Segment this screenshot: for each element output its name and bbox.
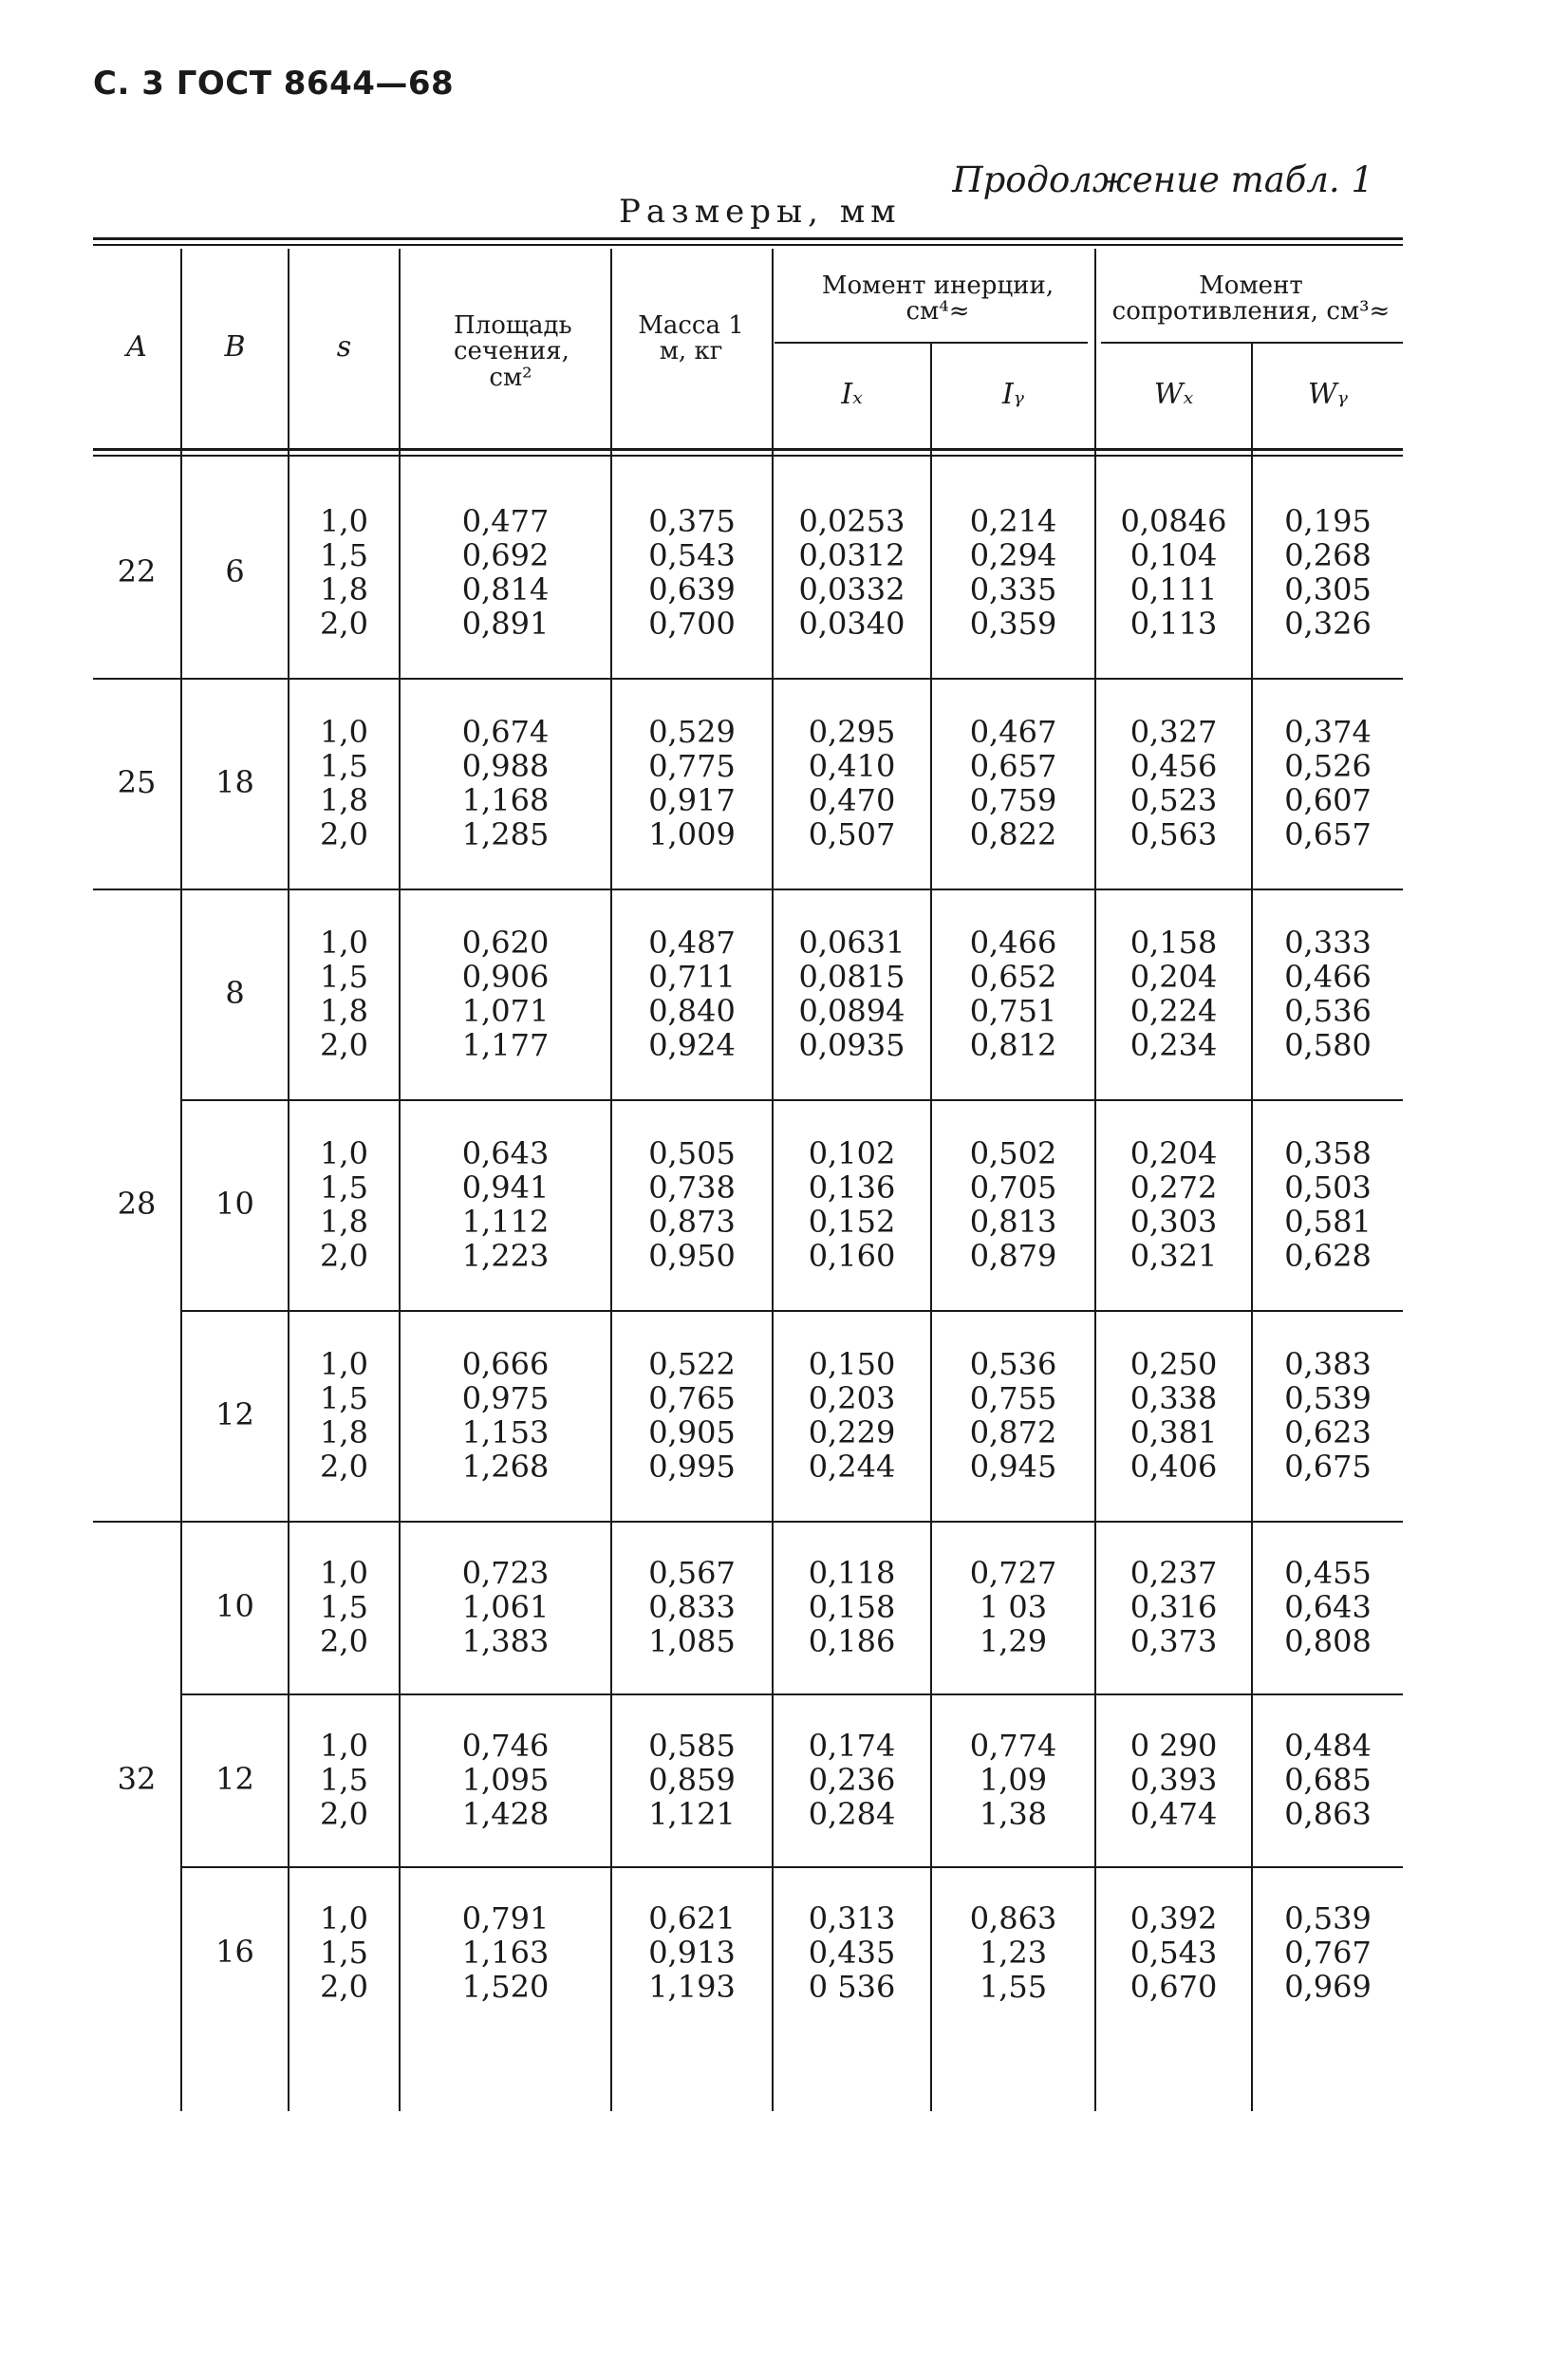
cell-B: 12 <box>215 1761 254 1797</box>
cell-s: 1,0 1,5 1,8 2,0 <box>320 503 368 642</box>
cell-Wy: 0,195 0,268 0,305 0,326 <box>1284 503 1372 642</box>
header-bottom-rule <box>93 448 1403 451</box>
cell-area: 0,643 0,941 1,112 1,223 <box>461 1135 550 1274</box>
cell-B: 10 <box>215 1186 254 1222</box>
header-resistance: Момент сопротивления, см³≈ <box>1111 271 1391 327</box>
cell-B: 8 <box>225 975 245 1011</box>
group-separator <box>182 1693 1403 1695</box>
cell-Wy: 0,358 0,503 0,581 0,628 <box>1284 1135 1372 1274</box>
cell-Wy: 0,383 0,539 0,623 0,675 <box>1284 1346 1372 1485</box>
cell-Wy: 0,484 0,685 0,863 <box>1284 1728 1372 1832</box>
cell-mass: 0,585 0,859 1,121 <box>648 1728 736 1832</box>
table-top-rule-2 <box>93 244 1403 246</box>
vline-1 <box>180 249 182 2111</box>
cell-mass: 0,621 0,913 1,193 <box>648 1900 736 2005</box>
cell-Ix: 0,102 0,136 0,152 0,160 <box>808 1135 896 1274</box>
cell-Ix: 0,150 0,203 0,229 0,244 <box>808 1346 896 1485</box>
cell-mass: 0,375 0,543 0,639 0,700 <box>648 503 736 642</box>
cell-A: 32 <box>117 1761 157 1797</box>
cell-mass: 0,567 0,833 1,085 <box>648 1555 736 1659</box>
header-inertia: Момент инерции, см⁴≈ <box>821 271 1055 327</box>
cell-s: 1,0 1,5 1,8 2,0 <box>320 1135 368 1274</box>
cell-B: 6 <box>225 553 245 589</box>
cell-area: 0,723 1,061 1,383 <box>461 1555 550 1659</box>
cell-Wx: 0,250 0,338 0,381 0,406 <box>1129 1346 1218 1485</box>
cell-area: 0,674 0,988 1,168 1,285 <box>461 714 550 852</box>
cell-s: 1,0 1,5 2,0 <box>320 1728 368 1832</box>
cell-s: 1,0 1,5 1,8 2,0 <box>320 925 368 1063</box>
cell-Iy: 0,727 1 03 1,29 <box>969 1555 1057 1659</box>
cell-mass: 0,522 0,765 0,905 0,995 <box>648 1346 736 1485</box>
cell-Iy: 0,214 0,294 0,335 0,359 <box>969 503 1057 642</box>
cell-Iy: 0,466 0,652 0,751 0,812 <box>969 925 1057 1063</box>
cell-Iy: 0,536 0,755 0,872 0,945 <box>969 1346 1057 1485</box>
cell-Wx: 0,204 0,272 0,303 0,321 <box>1129 1135 1218 1274</box>
header-mass: Масса 1 м, кг <box>638 311 744 366</box>
cell-Wx: 0,158 0,204 0,224 0,234 <box>1129 925 1218 1063</box>
cell-area: 0,791 1,163 1,520 <box>461 1900 550 2005</box>
table-top-rule <box>93 237 1403 240</box>
cell-Wy: 0,374 0,526 0,607 0,657 <box>1284 714 1372 852</box>
cell-Wx: 0,237 0,316 0,373 <box>1129 1555 1218 1659</box>
cell-Ix: 0,118 0,158 0,186 <box>808 1555 896 1659</box>
cell-A: 25 <box>117 764 157 800</box>
header-Wx: Wₓ <box>1153 378 1194 411</box>
data-table <box>93 237 1403 2117</box>
cell-s: 1,0 1,5 2,0 <box>320 1900 368 2005</box>
header-A: A <box>126 330 147 364</box>
cell-area: 0,477 0,692 0,814 0,891 <box>461 503 550 642</box>
units-caption: Размеры, мм <box>619 193 902 231</box>
cell-Iy: 0,467 0,657 0,759 0,822 <box>969 714 1057 852</box>
header-s: s <box>336 330 352 364</box>
header-area: Площадь сечения, см² <box>454 311 572 392</box>
group-separator <box>182 1866 1403 1868</box>
cell-A: 22 <box>117 553 157 589</box>
cell-Wy: 0,333 0,466 0,536 0,580 <box>1284 925 1372 1063</box>
cell-Wx: 0,327 0,456 0,523 0,563 <box>1129 714 1218 852</box>
cell-Ix: 0,0631 0,0815 0,0894 0,0935 <box>798 925 905 1063</box>
cell-Iy: 0,774 1,09 1,38 <box>969 1728 1057 1832</box>
cell-mass: 0,487 0,711 0,840 0,924 <box>648 925 736 1063</box>
cell-B: 12 <box>215 1396 254 1432</box>
cell-area: 0,666 0,975 1,153 1,268 <box>461 1346 550 1485</box>
cell-Ix: 0,0253 0,0312 0,0332 0,0340 <box>798 503 905 642</box>
header-B: B <box>224 330 246 364</box>
header-Ix: Iₓ <box>841 378 863 411</box>
cell-Iy: 0,863 1,23 1,55 <box>969 1900 1057 2005</box>
group-separator <box>93 678 1403 680</box>
cell-Wx: 0,392 0,543 0,670 <box>1129 1900 1218 2005</box>
cell-s: 1,0 1,5 1,8 2,0 <box>320 714 368 852</box>
group-separator <box>182 1099 1403 1101</box>
cell-s: 1,0 1,5 2,0 <box>320 1555 368 1659</box>
group-separator <box>93 889 1403 890</box>
cell-Wy: 0,455 0,643 0,808 <box>1284 1555 1372 1659</box>
cell-B: 16 <box>215 1934 254 1970</box>
cell-Ix: 0,295 0,410 0,470 0,507 <box>808 714 896 852</box>
cell-B: 10 <box>215 1588 254 1624</box>
cell-A: 28 <box>117 1186 157 1222</box>
header-bottom-rule-2 <box>93 455 1403 457</box>
page-header: С. 3 ГОСТ 8644—68 <box>93 65 455 103</box>
cell-Wx: 0,0846 0,104 0,111 0,113 <box>1120 503 1227 642</box>
cell-area: 0,620 0,906 1,071 1,177 <box>461 925 550 1063</box>
group-separator <box>182 1310 1403 1312</box>
cell-mass: 0,505 0,738 0,873 0,950 <box>648 1135 736 1274</box>
cell-area: 0,746 1,095 1,428 <box>461 1728 550 1832</box>
group-separator <box>93 1521 1403 1523</box>
table-continuation-label: Продолжение табл. 1 <box>952 159 1373 200</box>
cell-Wy: 0,539 0,767 0,969 <box>1284 1900 1372 2005</box>
cell-B: 18 <box>215 764 254 800</box>
cell-Wx: 0 290 0,393 0,474 <box>1129 1728 1218 1832</box>
cell-Ix: 0,174 0,236 0,284 <box>808 1728 896 1832</box>
header-Wy: Wᵧ <box>1307 378 1349 411</box>
cell-mass: 0,529 0,775 0,917 1,009 <box>648 714 736 852</box>
header-Iy: Iᵧ <box>1001 378 1025 411</box>
cell-Iy: 0,502 0,705 0,813 0,879 <box>969 1135 1057 1274</box>
cell-Ix: 0,313 0,435 0 536 <box>808 1900 896 2005</box>
cell-s: 1,0 1,5 1,8 2,0 <box>320 1346 368 1485</box>
